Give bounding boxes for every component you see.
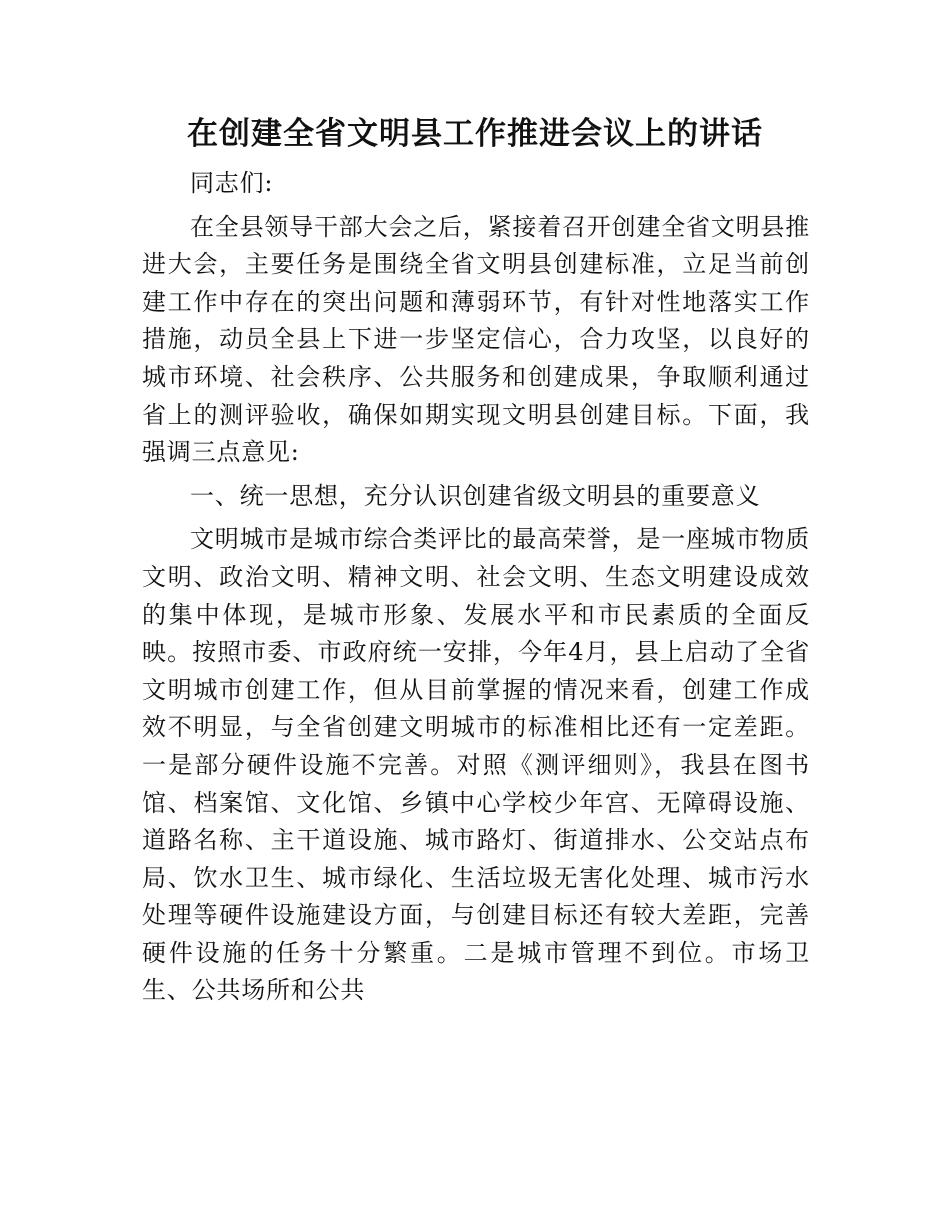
paragraph-intro: 在全县领导干部大会之后，紧接着召开创建全省文明县推进大会，主要任务是围绕全省文明县创建标准，立足当前创建工作中存在的突出问题和薄弱环节，有针对性地落实工作措施，动员全县上下进一步坚定信心，合力攻坚，以良好的城市环境、社会秩序、公共服务和创建成果，争取顺利通过省上的测评验收，确保如期实现文明县创建目标。下面，我强调三点意见: [142,212,810,467]
document-body [142,145,810,1010]
salutation: 同志们: [190,169,274,197]
paragraph-section-1: 文明城市是城市综合类评比的最高荣誉，是一座城市物质文明、政治文明、精神文明、社会文明、生态文明建设成效的集中体现，是城市形象、发展水平和市民素质的全面反映。按照市委、市政府统一安排，今年4月，县上启动了全省文明城市创建工作，但从目前掌握的情况来看，创建工作成效不明显，与全省创建文明城市的标准相比还有一定差距。一是部分硬件设施不完善。对照《测评细则》，我县在图书馆、档案馆、文化馆、乡镇中心学校少年宫、无障碍设施、道路名称、主干道设施、城市路灯、街道排水、公交站点布局、饮水卫生、城市绿化、生活垃圾无害化处理、城市污水处理等硬件设施建设方面，与创建目标还有较大差距，完善硬件设施的任务十分繁重。二是城市管理不到位。市场卫生、公共场所和公共 [142,525,810,1005]
section-heading-1: 一、统一思想，充分认识创建省级文明县的重要意义 [190,481,761,510]
document-title: 在创建全省文明县工作推进会议上的讲话 [187,116,763,152]
